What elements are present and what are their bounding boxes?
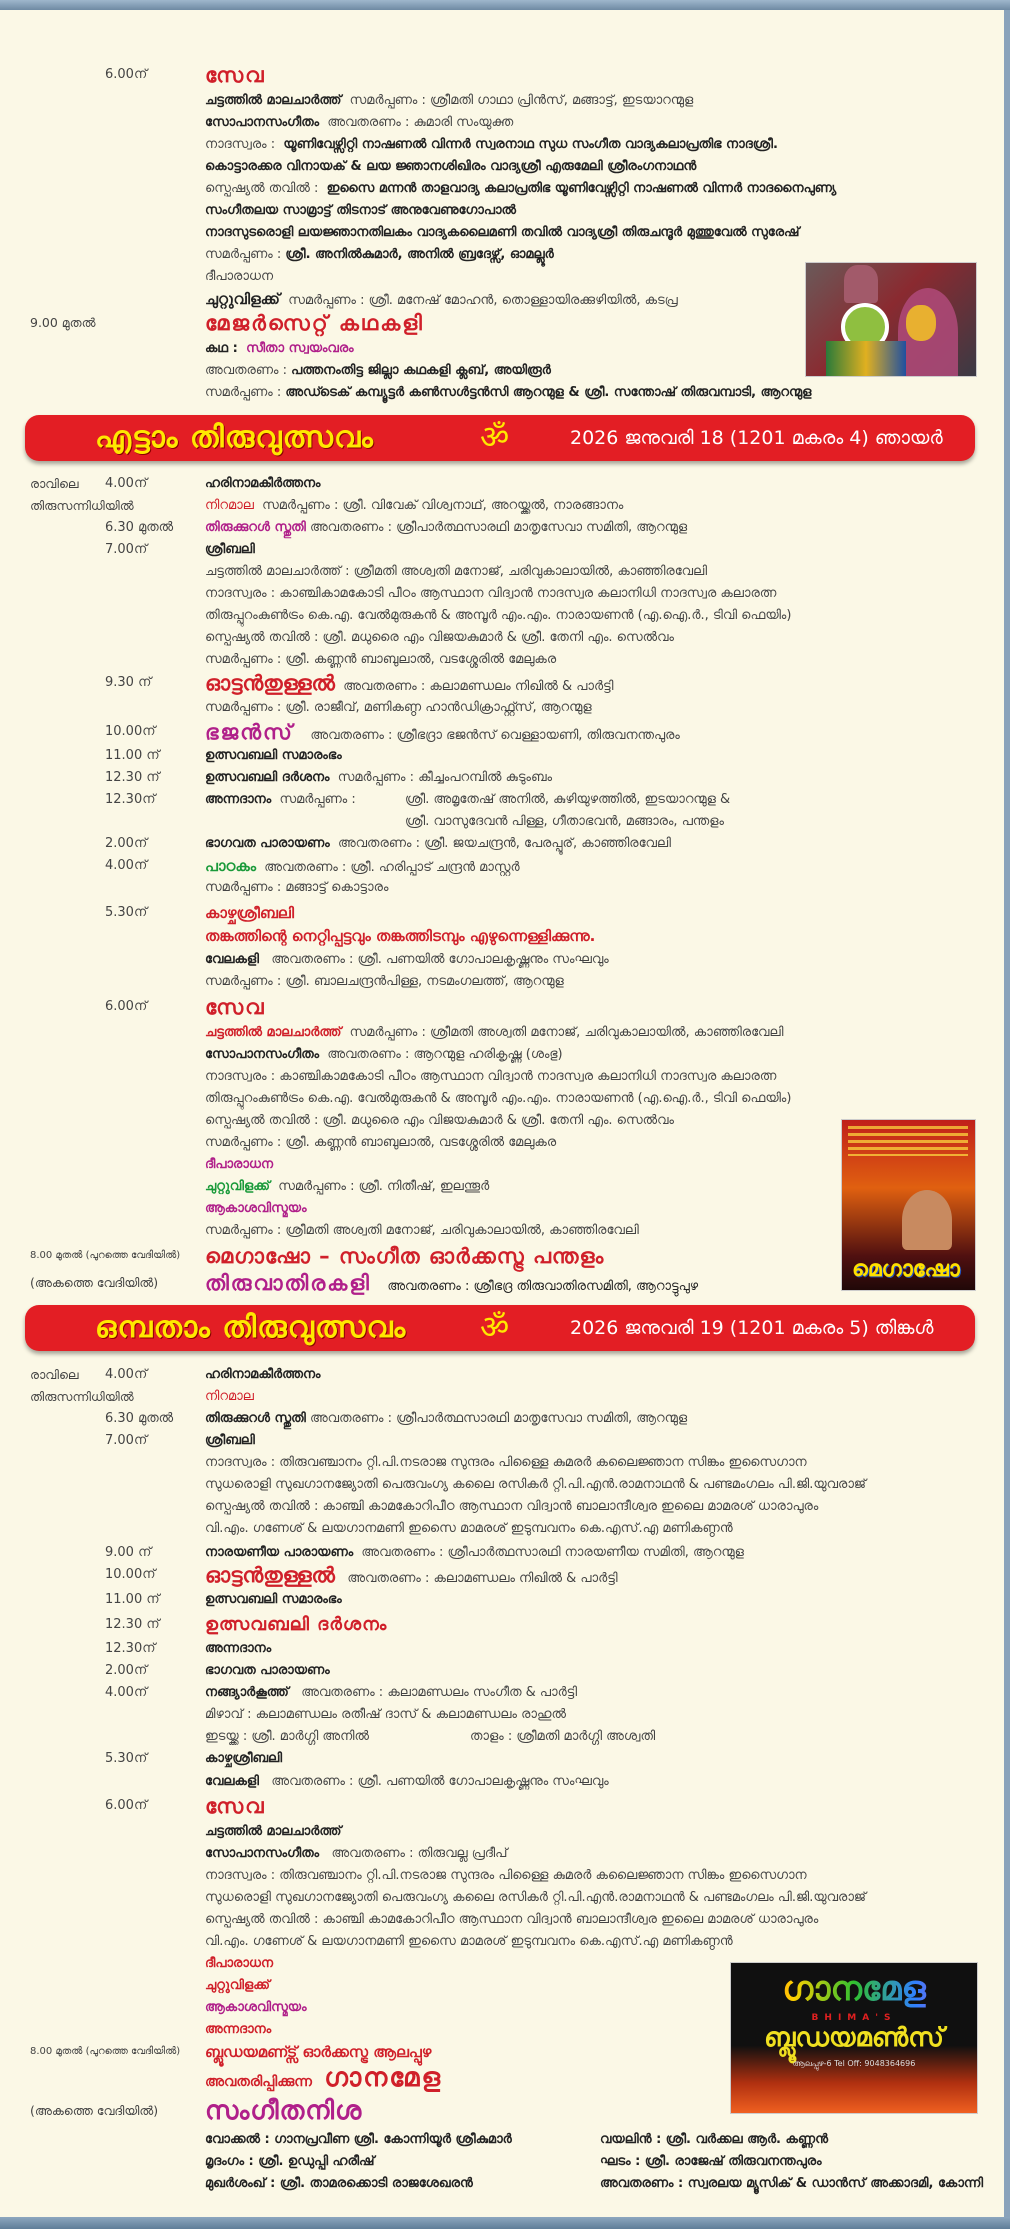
banner-date: 2026 ജനുവരി 18 (1201 മകരം 4) ഞായർ	[570, 427, 943, 449]
schedule-row	[0, 583, 1000, 605]
row-label: രാവിലെ	[30, 1367, 79, 1382]
item-detail: ചട്ടത്തിൽ മാലചാർത്ത് : ശ്രീമതി അശ്വതി മനോജ്, ചരിവുകാലായിൽ, കാഞ്ഞിരവേലി	[205, 564, 708, 579]
item-detail: ശ്രീ. അനിൽകുമാർ, അനിൽ ബ്രദേഴ്സ്, ഓമല്ലൂർ	[285, 247, 554, 262]
item-detail: സുധരൊളി സുഖഗാനജ്യോതി പെരുവംഗ്യ കലൈ രസികർ റ്റി.പി.എൻ.രാമനാഥൻ & പണ്ടമംഗലം പി.ജി.യുവരാജ്	[205, 1890, 867, 1905]
item-name: ചുറ്റുവിളക്ക്	[205, 290, 280, 308]
item-detail: സംഗീതലയ സാമ്രാട്ട് തിടനാട് അനുവേണുഗോപാൽ	[205, 203, 517, 218]
item-detail: സമർപ്പണം : ശ്രീ. ബാലചന്ദ്രൻപിള്ള, നടമംഗലത്ത്, ആറന്മുള	[205, 974, 564, 989]
item-name: ആകാശവിസ്മയം	[205, 2000, 307, 2015]
item-detail: ശ്രീ. വാസുദേവൻ പിള്ള, ഗീതാഭവൻ, മങ്ങാരം, പന്തളം	[405, 814, 724, 829]
item-name: ഭാഗവത പാരായണം	[205, 1663, 330, 1678]
time: 10.00ന്	[105, 1567, 156, 1582]
item-detail: അവതരണം : ശ്രീപാർത്ഥസാരഥി നാരയണീയ സമിതി, ആറന്മുള	[361, 1545, 744, 1560]
time: 12.30 ന്	[105, 770, 160, 785]
item-detail: സമർപ്പണം : ശ്രീമതി അശ്വതി മനോജ്, ചരിവുകാലായിൽ, കാഞ്ഞിരവേലി	[205, 1223, 639, 1238]
item-detail: സമർപ്പണം : മങ്ങാട്ട് കൊട്ടാരം	[205, 880, 389, 895]
item-detail: സമർപ്പണം : കീച്ചംപറമ്പിൽ കുടുംബം	[337, 770, 553, 785]
schedule-row	[0, 90, 1000, 112]
event-title: തിരുവാതിരകളി	[205, 1271, 371, 1295]
item-name: ആകാശവിസ്മയം	[205, 1201, 307, 1216]
item-name: ചുറ്റുവിളക്ക്	[205, 1978, 270, 1993]
schedule-row	[0, 1518, 1000, 1540]
item-name: തിരുക്കുറൾ സ്തുതി	[205, 1411, 306, 1426]
item-detail: അവതരണം : കലാമണ്ഡലം സംഗീത & പാർട്ടി	[301, 1685, 578, 1700]
schedule-row	[0, 1865, 1000, 1887]
schedule-row	[0, 1791, 1000, 1821]
time: 6.00ന്	[105, 67, 148, 82]
schedule-row	[0, 517, 1000, 539]
item-detail: സമർപ്പണം : ശ്രീ. മനേഷ് മോഹൻ, തൊള്ളായിരക്കുഴിയിൽ, കടപ്ര	[288, 293, 678, 308]
schedule-row	[0, 156, 1000, 178]
item-label: നാദസ്വരം :	[205, 137, 276, 152]
item-detail: സമർപ്പണം : ശ്രീ. കണ്ണൻ ബാബുലാൽ, വടശ്ശേരിൽ മേലുകര	[205, 1135, 557, 1150]
item-name: പാഠകം	[205, 857, 257, 875]
schedule-row	[0, 1843, 1000, 1865]
schedule-row	[0, 1474, 1000, 1496]
venue-label: (അകത്തെ വേദിയിൽ)	[30, 2103, 159, 2118]
time: 4.00ന്	[105, 1685, 148, 1700]
item-name: നങ്ങ്യാർകൂത്ത്	[205, 1685, 289, 1700]
item-name: ഉത്സവബലി ദർശനം	[205, 770, 330, 785]
item-name: ചട്ടത്തിൽ മാലചാർത്ത്	[205, 1824, 342, 1839]
item-detail: നാദസുടരൊളി ലയജ്ഞാനതിലകം വാദ്യകലൈമണി തവിൽ വാദ്യശ്രീ തിരുചന്ദൂർ മുത്തുവേൽ സുരേഷ്	[205, 225, 800, 240]
schedule-row	[0, 382, 1000, 404]
event-title: ഓട്ടൻതുള്ളൽ	[205, 671, 335, 695]
item-detail: അവതരണം : ശ്രീപാർത്ഥസാരഥി മാതൃസേവാ സമിതി, ആറന്മുള	[310, 1411, 688, 1426]
day9-banner	[25, 1305, 975, 1351]
time: 6.30 മുതൽ	[105, 1411, 174, 1426]
time: 11.00 ന്	[105, 1592, 160, 1607]
schedule-row	[0, 833, 1000, 855]
om-icon: ॐ	[480, 418, 510, 456]
item-detail: അവതരണം : കലാമണ്ഡലം നിഖിൽ & പാർട്ടി	[347, 1571, 618, 1586]
schedule-row	[0, 1088, 1000, 1110]
item-label: സമർപ്പണം :	[205, 385, 282, 400]
poster-brand: BHIMA'S	[811, 2013, 897, 2023]
banner-date: 2026 ജനുവരി 19 (1201 മകരം 5) തിങ്കൾ	[570, 1317, 934, 1339]
time: 12.30ന്	[105, 792, 156, 807]
schedule-row	[0, 2129, 1000, 2151]
item-detail: അവതരണം : ശ്രീ. ഹരിപ്പാട് ചന്ദ്രൻ മാസ്റ്റർ	[264, 860, 520, 875]
item-detail: പത്തനംതിട്ട ജില്ലാ കഥകളി ക്ലബ്, അയിരൂർ	[291, 363, 551, 378]
item-detail: ശ്രീ. അമൃതേഷ് അനിൽ, കുഴിയുഴത്തിൽ, ഇടയാറന്മുള &	[405, 792, 731, 807]
item-name: ഭാഗവത പാരായണം	[205, 836, 330, 851]
schedule-row	[0, 1660, 1000, 1682]
item-name: ഉത്സവബലി സമാരംഭം	[205, 748, 342, 763]
item-detail: സമർപ്പണം : ശ്രീ. രാജീവ്, മണികണ്ഠ ഹാൻഡിക്രാഫ്റ്റ്സ്, ആറന്മുള	[205, 700, 592, 715]
schedule-row	[0, 1452, 1000, 1474]
schedule-row	[0, 1066, 1000, 1088]
item-name: കാഴ്ചശ്രീബലി	[205, 1751, 283, 1766]
item-label: അവതരണം :	[205, 363, 288, 378]
item-detail: സ്പെഷ്യൽ തവിൽ : കാഞ്ചി കാമകോറിപീഠ ആസ്ഥാന വിദ്വാൻ ബാലാന്ദീശ്വര ഇലൈ മാമരശ് ധാരാപുരം	[205, 1499, 819, 1514]
schedule-row	[0, 767, 1000, 789]
item-detail: സുധരൊളി സുഖഗാനജ്യോതി പെരുവംഗ്യ കലൈ രസികർ റ്റി.പി.എൻ.രാമനാഥൻ & പണ്ടമംഗലം പി.ജി.യുവരാജ്	[205, 1477, 867, 1492]
schedule-row	[0, 697, 1000, 719]
banner-title: ഒമ്പതാം തിരുവുത്സവം	[95, 1310, 407, 1345]
schedule-row	[0, 1044, 1000, 1066]
schedule-row	[0, 178, 1000, 200]
item-detail: അവതരണം : ശ്രീഭദ്രാ ഭജൻസ് വെള്ളായണി, തിരുവനന്തപുരം	[310, 728, 680, 743]
time: 6.00ന്	[105, 1798, 148, 1813]
item-name: ശ്രീബലി	[205, 1433, 255, 1448]
item-name: അന്നദാനം	[205, 1641, 272, 1656]
artist-credit: അവതരണം : സ്വരലയ മ്യൂസിക് & ഡാൻസ് അക്കാദമി, കോന്നി	[600, 2176, 984, 2191]
artist-credit: ഘടം : ശ്രീ. രാജേഷ് തിരുവനന്തപുരം	[600, 2154, 822, 2169]
schedule-row	[0, 1931, 1000, 1953]
event-title: ഭജൻസ്	[205, 720, 294, 744]
item-label: അവതരിപ്പിക്കുന്ന	[205, 2074, 312, 2090]
item-detail: തിരുപ്പുറംകുൺട്രം കെ.എ. വേൽമുരുകൻ & അമ്പൂർ എം.എം. നാരായണൻ (എ.ഐ.ർ., ടിവി ഫെയിം)	[205, 1091, 792, 1106]
venue-label: 8.00 മുതൽ (പുറത്തെ വേദിയിൽ)	[30, 1250, 181, 1261]
item-detail: അവതരണം : ശ്രീ. പണയിൽ ഗോപാലകൃഷ്ണനും സംഘവും	[271, 952, 609, 967]
item-detail: നാദസ്വരം : കാഞ്ചികാമകോടി പീഠം ആസ്ഥാന വിദ്വാൻ നാദസ്വര കലാനിധി നാദസ്വര കലാരത്ന	[205, 586, 777, 601]
item-name: സോപാനസംഗീതം	[205, 1846, 320, 1861]
item-name: ദീപാരാധന	[205, 1157, 274, 1172]
item-detail: സമർപ്പണം : ശ്രീമതി അശ്വതി മനോജ്, ചരിവുകാലായിൽ, കാഞ്ഞിരവേലി	[349, 1025, 784, 1040]
time: 6.30 മുതൽ	[105, 520, 174, 535]
item-name: ചട്ടത്തിൽ മാലചാർത്ത്	[205, 93, 342, 108]
kathakali-photo	[805, 262, 977, 377]
schedule-row	[0, 745, 1000, 767]
right-frame-edge	[1004, 10, 1010, 2217]
schedule-row	[0, 539, 1000, 561]
item-detail: സമർപ്പണം : ശ്രീ. കണ്ണൻ ബാബുലാൽ, വടശ്ശേരിൽ മേലുകര	[205, 652, 557, 667]
item-detail: സമർപ്പണം : ശ്രീ. നിതീഷ്, ഇലന്തൂർ	[278, 1179, 490, 1194]
item-detail: സ്പെഷ്യൽ തവിൽ : ശ്രീ. മധുരൈ എം വിജയകുമാർ & ശ്രീ. തേനി എം. സെൽവം	[205, 1113, 674, 1128]
item-name: നിറമാല	[205, 498, 254, 513]
item-name: സോപാനസംഗീതം	[205, 115, 320, 130]
event-title: സംഗീതനിശ	[205, 2096, 363, 2126]
schedule-row	[0, 902, 1000, 924]
item-detail: ഇസൈ മന്നൻ താളവാദ്യ കലാപ്രതിഭ യൂണിവേഴ്സിറ്റി നാഷണൽ വിന്നർ നാദനൈപുണ്യ	[326, 181, 837, 196]
schedule-row	[0, 1560, 1000, 1590]
event-title: മേജർസെറ്റ് കഥകളി	[205, 311, 424, 335]
artist-credit: മുഖർശംഖ് : ശ്രീ. താമരക്കൊടി രാജശേഖരൻ	[205, 2176, 473, 2191]
item-name: ശ്രീബലി	[205, 542, 255, 557]
venue-label: 8.00 മുതൽ (പുറത്തെ വേദിയിൽ)	[30, 2046, 181, 2057]
schedule-row	[0, 561, 1000, 583]
item-label: കഥ :	[205, 341, 238, 356]
time: 5.30ന്	[105, 1751, 148, 1766]
artist-credit: മൃദംഗം : ശ്രീ. ഉഡുപ്പി ഹരീഷ്	[205, 2154, 375, 2169]
schedule-row	[0, 1022, 1000, 1044]
item-detail: തിരുപ്പുറംകുൺട്രം കെ.എ. വേൽമുരുകൻ & അമ്പൂർ എം.എം. നാരായണൻ (എ.ഐ.ർ., ടിവി ഫെയിം)	[205, 608, 792, 623]
item-name: നാരയണീയ പാരായണം	[205, 1545, 354, 1560]
highlight-note: തങ്കത്തിന്റെ നെറ്റിപ്പട്ടവും തങ്കത്തിടമ്പും എഴുന്നെള്ളിക്കുന്നു.	[205, 927, 596, 945]
event-title: ഉത്സവബലി ദർശനം	[205, 1614, 388, 1635]
schedule-row	[0, 1430, 1000, 1452]
schedule-row	[0, 949, 1000, 971]
item-label: സമർപ്പണം :	[279, 792, 356, 807]
time: 12.30 ന്	[105, 1617, 160, 1632]
item-detail: അവതരണം : ശ്രീ. പണയിൽ ഗോപാലകൃഷ്ണനും സംഘവും	[271, 1774, 609, 1789]
schedule-row	[0, 134, 1000, 156]
schedule-row	[0, 811, 1000, 833]
item-name: ചട്ടത്തിൽ മാലചാർത്ത്	[205, 1025, 342, 1040]
time: 4.00ന്	[105, 858, 148, 873]
time: 10.00ന്	[105, 724, 156, 739]
megashow-poster	[841, 1119, 976, 1291]
item-detail: നാദസ്വരം : തിരുവഞ്ചാനം റ്റി.പി.നടരാജ സുന്ദരം പിള്ളൈ കുമരർ കലൈജ്ഞാന സിങ്കം ഇസൈഗാന	[205, 1868, 807, 1883]
time: 9.30 ന്	[105, 675, 152, 690]
schedule-row	[0, 1771, 1000, 1793]
item-name: നിറമാല	[205, 1389, 254, 1404]
schedule-row	[0, 855, 1000, 877]
item-name: ബ്ലൂഡയമണ്ട്സ് ഓർക്കസ്ട്ര ആലപ്പുഴ	[205, 2043, 432, 2061]
schedule-row	[0, 112, 1000, 134]
item-detail: അവതരണം : കലാമണ്ഡലം നിഖിൽ & പാർട്ടി	[343, 679, 614, 694]
schedule-row	[0, 717, 1000, 747]
schedule-row	[0, 925, 1000, 947]
om-icon: ॐ	[480, 1308, 510, 1346]
item-detail: മിഴാവ് : കലാമണ്ഡലം രതീഷ് ദാസ് & കലാമണ്ഡലം രാഹുൽ	[205, 1707, 566, 1722]
time: 4.00ന്	[105, 1367, 148, 1382]
item-detail: വി.എം. ഗണേശ് & ലയഗാനമണി ഇസൈ മാമരശ് ഇടുമ്പവനം കെ.എസ്.എ മണികണ്ഠൻ	[205, 1934, 733, 1949]
item-detail: അഡ്ടെക് കമ്പ്യൂട്ടർ കൺസൾട്ടൻസി ആറന്മുള & ശ്രീ. സന്തോഷ് തിരുവമ്പാടി, ആറന്മുള	[285, 385, 812, 400]
schedule-row	[0, 627, 1000, 649]
item-label: സമർപ്പണം :	[205, 247, 282, 262]
time: 12.30ന്	[105, 1641, 156, 1656]
poster-name: ബ്ലൂഡയമൺസ്	[764, 2023, 944, 2053]
schedule-row	[0, 1887, 1000, 1909]
artist-credit: വോക്കൽ : ഗാനപ്രവീണ ശ്രീ. കോന്നിയൂർ ശ്രീകുമാർ	[205, 2132, 512, 2147]
schedule-row	[0, 1408, 1000, 1430]
poster-label: മെഗാഷോ	[852, 1257, 960, 1282]
ganamela-poster	[730, 1962, 978, 2114]
day8-banner	[25, 415, 975, 461]
time: 9.00 മുതൽ	[30, 315, 96, 330]
schedule-row	[0, 1748, 1000, 1770]
time: 11.00 ന്	[105, 748, 160, 763]
item-detail: വി.എം. ഗണേശ് & ലയഗാനമണി ഇസൈ മാമരശ് ഇടുമ്പവനം കെ.എസ്.എ മണികണ്ഠൻ	[205, 1521, 733, 1536]
item-name: ദീപാരാധന	[205, 269, 274, 284]
schedule-row	[0, 2173, 1000, 2195]
item-detail: സമർപ്പണം : ശ്രീമതി ഗാഥാ പ്രിൻസ്, മങ്ങാട്ട്, ഇടയാറന്മുള	[349, 93, 694, 108]
schedule-row	[0, 971, 1000, 993]
schedule-row	[0, 1638, 1000, 1660]
row-label: തിരുസന്നിധിയിൽ	[30, 498, 134, 513]
time: 2.00ന്	[105, 836, 148, 851]
artist-credit: വയലിൻ : ശ്രീ. വർക്കല ആർ. കണ്ണൻ	[600, 2132, 829, 2147]
item-name: ഹരിനാമകീർത്തനം	[205, 476, 321, 491]
event-title: സേവ	[205, 995, 266, 1019]
event-title: സേവ	[205, 63, 266, 87]
item-detail: അവതരണം : തിരുവല്ല പ്രദീപ്	[331, 1846, 508, 1861]
schedule-row	[0, 1726, 1000, 1748]
schedule-row	[0, 495, 1000, 517]
item-detail: നാദസ്വരം : തിരുവഞ്ചാനം റ്റി.പി.നടരാജ സുന്ദരം പിള്ളൈ കുമരർ കലൈജ്ഞാന സിങ്കം ഇസൈഗാന	[205, 1455, 807, 1470]
schedule-row	[0, 1364, 1000, 1386]
item-name: വേലകളി	[205, 1774, 259, 1789]
item-detail: നാദസ്വരം : കാഞ്ചികാമകോടി പീഠം ആസ്ഥാന വിദ്വാൻ നാദസ്വര കലാനിധി നാദസ്വര കലാരത്ന	[205, 1069, 777, 1084]
venue-label: (അകത്തെ വേദിയിൽ)	[30, 1275, 159, 1290]
time: 7.00ന്	[105, 542, 148, 557]
schedule-row	[0, 1682, 1000, 1704]
event-title: സേവ	[205, 1794, 266, 1818]
schedule-row	[0, 60, 1000, 90]
item-name: കാഴ്ചശ്രീബലി	[205, 904, 294, 922]
item-name: ഹരിനാമകീർത്തനം	[205, 1367, 321, 1382]
item-detail: സ്പെഷ്യൽ തവിൽ : ശ്രീ. മധുരൈ എം വിജയകുമാർ & ശ്രീ. തേനി എം. സെൽവം	[205, 630, 674, 645]
schedule-row	[0, 1610, 1000, 1640]
item-name: ചുറ്റുവിളക്ക്	[205, 1179, 270, 1194]
item-detail: താളം : ശ്രീമതി മാർഗ്ഗി അശ്വതി	[470, 1729, 656, 1744]
story-title: സീതാ സ്വയംവരം	[246, 341, 354, 356]
item-name: തിരുക്കുറൾ സ്തുതി	[205, 520, 306, 535]
schedule-row	[0, 992, 1000, 1022]
item-name: സോപാനസംഗീതം	[205, 1047, 320, 1062]
time: 9.00 ന്	[105, 1545, 152, 1560]
row-label: രാവിലെ	[30, 476, 79, 491]
item-detail: അവതരണം : കുമാരി സംയുക്ത	[327, 115, 514, 130]
item-detail: സമർപ്പണം : ശ്രീ. വിവേക് വിശ്വനാഥ്, അറയ്ക്കൽ, നാരങ്ങാനം	[262, 498, 624, 513]
item-label: സ്പെഷ്യൽ തവിൽ :	[205, 181, 319, 196]
item-name: അന്നദാനം	[205, 792, 272, 807]
item-detail: അവതരണം : ശ്രീ. ജയചന്ദ്രൻ, പേരപ്പൂര്, കാഞ്ഞിരവേലി	[337, 836, 671, 851]
schedule-row	[0, 222, 1000, 244]
schedule-row	[0, 2151, 1000, 2173]
item-name: ദീപാരാധന	[205, 1956, 274, 1971]
schedule-row	[0, 200, 1000, 222]
item-detail: കൊട്ടാരക്കര വിനായക് & ലയ ജ്ഞാനശിഖിരം വാദ്യശ്രീ എരുമേലി ശ്രീരംഗനാഥൻ	[205, 159, 697, 174]
item-detail: യൂണിവേഴ്സിറ്റി നാഷണൽ വിന്നർ സ്വരനാഥ സുധ സംഗീത വാദ്യകലാപ്രതിഭ നാദശ്രീ.	[283, 137, 778, 152]
schedule-row	[0, 473, 1000, 495]
schedule-row	[0, 1704, 1000, 1726]
banner-title: എട്ടാം തിരുവുത്സവം	[95, 420, 374, 455]
item-name: ഉത്സവബലി സമാരംഭം	[205, 1592, 342, 1607]
schedule-row	[0, 1589, 1000, 1611]
time: 2.00ന്	[105, 1663, 148, 1678]
schedule-row	[0, 1496, 1000, 1518]
item-detail: അവതരണം : ശ്രീപാർത്ഥസാരഥി മാതൃസേവാ സമിതി, ആറന്മുള	[310, 520, 688, 535]
time: 7.00ന്	[105, 1433, 148, 1448]
bottom-frame-bar	[0, 2217, 1010, 2229]
item-name: വേലകളി	[205, 952, 259, 967]
schedule-row	[0, 1821, 1000, 1843]
item-detail: അവതരണം : ആറന്മുള ഹരികൃഷ്ണ (ശംഭു)	[327, 1047, 563, 1062]
schedule-row	[0, 877, 1000, 899]
event-title: മെഗാഷോ – സംഗീത ഓർക്കസ്ട്ര പന്തളം	[205, 1244, 605, 1268]
top-frame-bar	[0, 0, 1010, 10]
time: 6.00ന്	[105, 999, 148, 1014]
item-name: അന്നദാനം	[205, 2022, 272, 2037]
time: 4.00ന്	[105, 476, 148, 491]
schedule-row	[0, 605, 1000, 627]
item-detail: സ്പെഷ്യൽ തവിൽ : കാഞ്ചി കാമകോറിപീഠ ആസ്ഥാന വിദ്വാൻ ബാലാന്ദീശ്വര ഇലൈ മാമരശ് ധാരാപുരം	[205, 1912, 819, 1927]
event-title: ഗാനമേള	[324, 2063, 443, 2093]
event-title: ഓട്ടൻതുള്ളൽ	[205, 1563, 335, 1587]
poster-contact: ആലപ്പുഴ-6 Tel Off: 9048364696	[792, 2059, 916, 2068]
schedule-row	[0, 1909, 1000, 1931]
schedule-row	[0, 1386, 1000, 1408]
item-detail: അവതരണം : ശ്രീഭദ്ര തിരുവാതിരസമിതി, ആറാട്ടുപുഴ	[387, 1279, 699, 1294]
schedule-row	[0, 789, 1000, 811]
row-label: തിരുസന്നിധിയിൽ	[30, 1389, 134, 1404]
time: 5.30ന്	[105, 905, 148, 920]
poster-title: ഗാനമേള	[731, 1969, 977, 2009]
schedule-row	[0, 668, 1000, 698]
item-detail: ഇടയ്ക്ക : ശ്രീ. മാർഗ്ഗി അനിൽ	[205, 1729, 369, 1744]
